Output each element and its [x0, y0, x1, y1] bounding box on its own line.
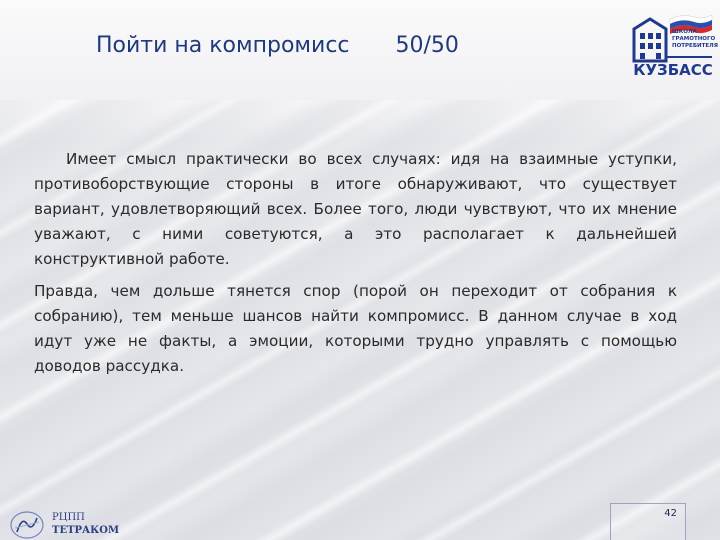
title-score: 50/50 — [395, 33, 459, 58]
slide-title — [96, 33, 459, 58]
logo-region-text: КУЗБАСС — [633, 61, 713, 79]
emblem-icon — [8, 510, 46, 540]
logo-line-consumer: ПОТРЕБИТЕЛЯ — [672, 43, 718, 49]
page-number-box — [610, 503, 686, 540]
footer-org-line-1: РЦПП — [52, 512, 85, 523]
footer-organization-logo — [8, 508, 120, 540]
logo-line-literate: ГРАМОТНОГО — [672, 36, 716, 42]
page-number: 42 — [664, 508, 677, 519]
title-text: Пойти на компромисс — [96, 33, 350, 58]
logo-line-school: ШКОЛА — [672, 29, 697, 35]
body-paragraph-2: Правда, чем дольше тянется спор (порой он переходит от собрания к собранию), тем меньше шансов найти компромисс. В данном случае в ход идут уже не факты, а эмоции, которыми трудно управлять с помощью доводов рассудка. — [34, 282, 677, 375]
body-paragraph-1: Имеет смысл практически во всех случаях: идя на взаимные уступки, противоборствующие стороны в итоге обнаруживают, что существует вариант, удовлетворяющий всех. Более того, люди чувствуют, что их мнение уважают, с ними советуются, а это располагает к дальнейшей конструктивной работе. — [34, 150, 677, 268]
kuzbass-consumer-school-logo — [630, 11, 718, 79]
footer-org-line-2: ТЕТРАКОМ — [52, 525, 120, 536]
